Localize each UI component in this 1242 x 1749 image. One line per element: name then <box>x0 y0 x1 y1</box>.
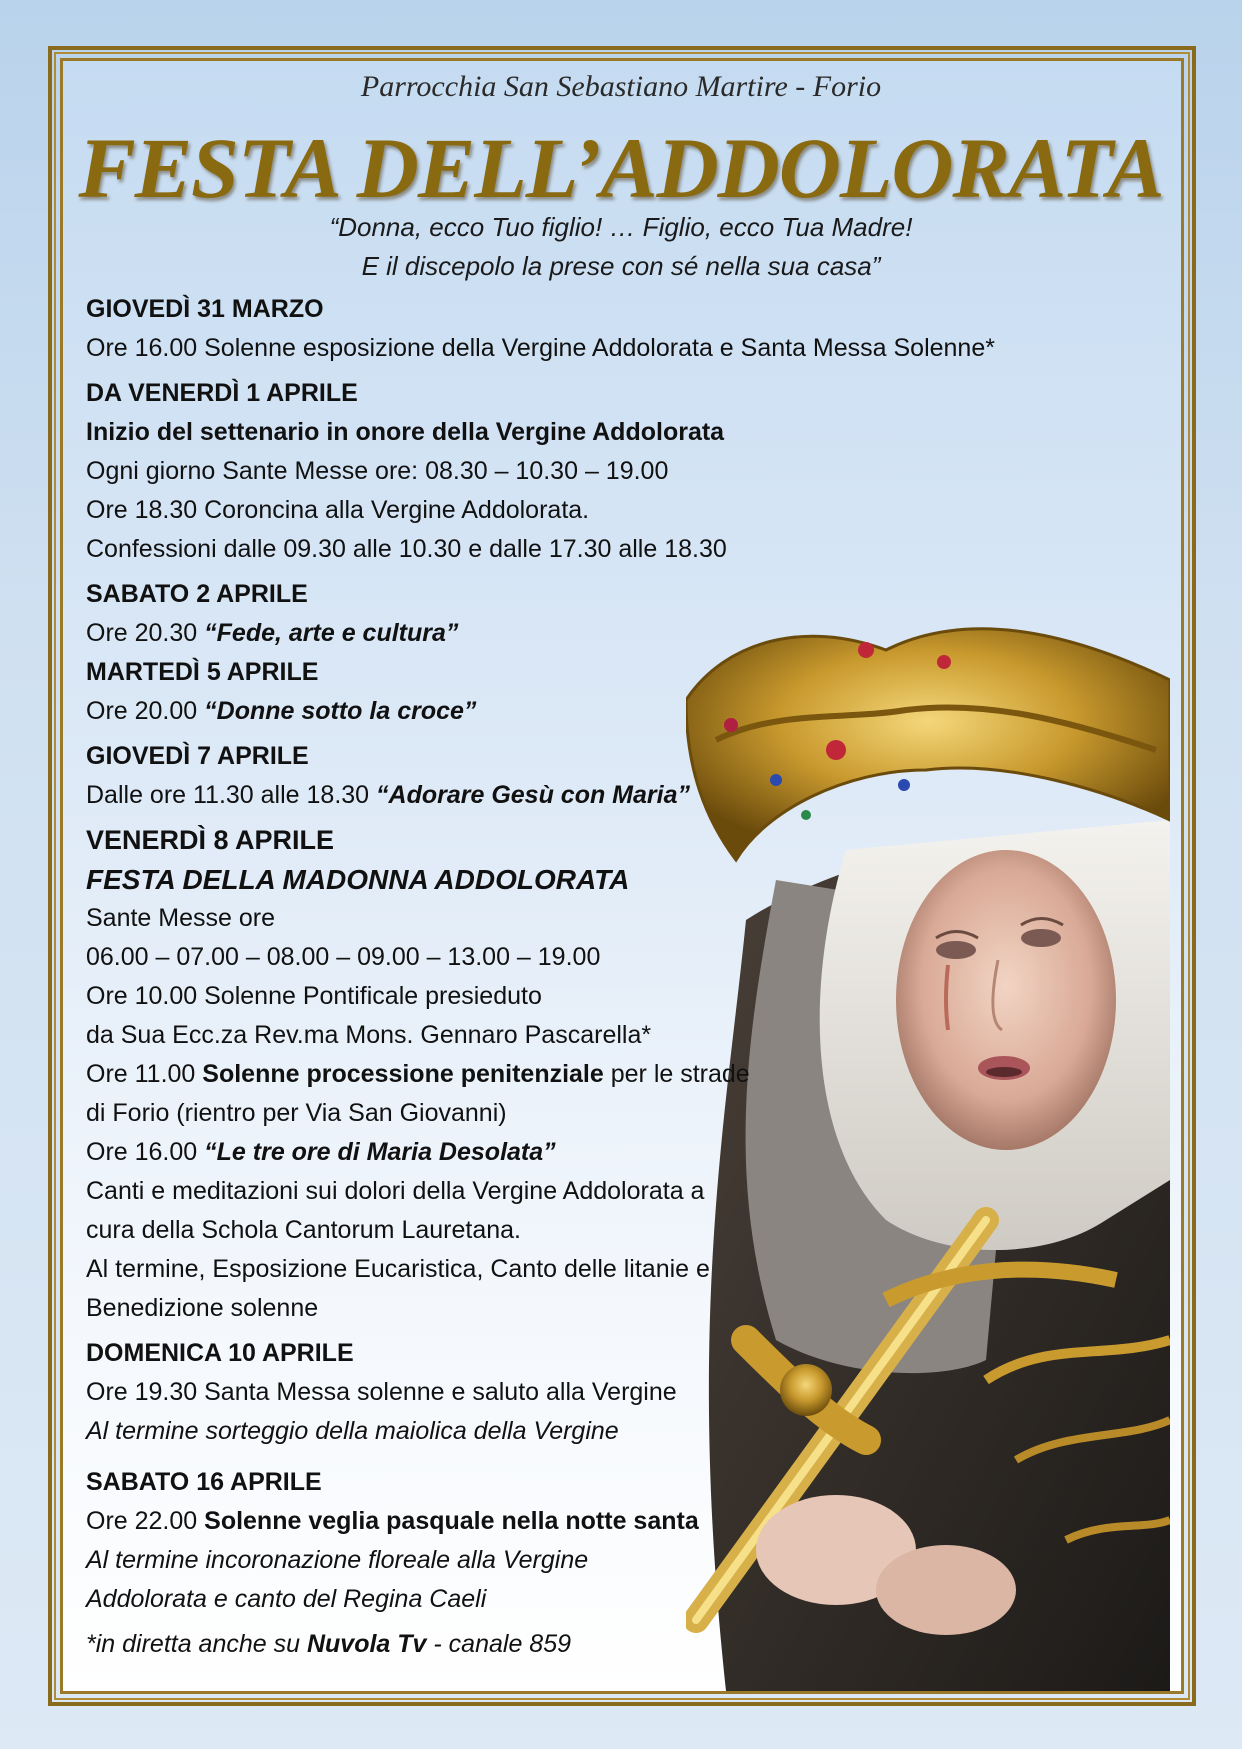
event-line: di Forio (rientro per Via San Giovanni) <box>86 1099 507 1127</box>
event-line <box>86 1133 1086 1172</box>
broadcast-note <box>86 1625 1086 1664</box>
event-time: Ore 16.00 <box>86 1138 205 1166</box>
event-note: Al termine sorteggio della maiolica della Vergine <box>86 1417 619 1445</box>
event-line: Ogni giorno Sante Messe ore: 08.30 – 10.30 – 19.00 <box>86 457 669 485</box>
event-line <box>86 1502 1086 1541</box>
event-title: Solenne processione penitenziale <box>202 1060 604 1088</box>
event-title: Solenne veglia pasquale nella notte santa <box>204 1507 699 1535</box>
event-line <box>86 614 1086 653</box>
event-line: cura della Schola Cantorum Lauretana. <box>86 1216 521 1244</box>
page-title: FESTA DELL’ADDOLORATA <box>78 120 1164 216</box>
event-time: Dalle ore 11.30 alle 18.30 <box>86 781 377 809</box>
event-line: 06.00 – 07.00 – 08.00 – 09.00 – 13.00 – 19.00 <box>86 943 601 971</box>
event-line: Sante Messe ore <box>86 904 275 932</box>
event-title: “Fede, arte e cultura” <box>204 619 459 647</box>
event-line: Canti e meditazioni sui dolori della Vergine Addolorata a <box>86 1177 705 1205</box>
event-time: Ore 11.00 <box>86 1060 203 1088</box>
event-title: “Le tre ore di Maria Desolata” <box>204 1138 556 1166</box>
event-detail: per le strade <box>603 1060 750 1088</box>
day-heading: SABATO 2 APRILE <box>86 580 308 608</box>
day-heading: MARTEDÌ 5 APRILE <box>86 658 319 686</box>
event-line: Al termine, Esposizione Eucaristica, Canto delle litanie e <box>86 1255 710 1283</box>
broadcast-prefix: *in diretta anche su <box>86 1630 307 1658</box>
day-heading: SABATO 16 APRILE <box>86 1468 322 1496</box>
feast-heading: FESTA DELLA MADONNA ADDOLORATA <box>86 864 630 895</box>
day-heading: DOMENICA 10 APRILE <box>86 1339 354 1367</box>
broadcast-suffix: - canale 859 <box>426 1630 572 1658</box>
event-line: Ore 16.00 Solenne esposizione della Vergine Addolorata e Santa Messa Solenne* <box>86 334 995 362</box>
event-line: Ore 10.00 Solenne Pontificale presieduto <box>86 982 542 1010</box>
event-time: Ore 20.30 <box>86 619 205 647</box>
event-note: Al termine incoronazione floreale alla Vergine <box>86 1546 589 1574</box>
event-line: Benedizione solenne <box>86 1294 319 1322</box>
event-line: da Sua Ecc.za Rev.ma Mons. Gennaro Pascarella* <box>86 1021 652 1049</box>
event-line: Ore 18.30 Coroncina alla Vergine Addolorata. <box>86 496 590 524</box>
parish-name: Parrocchia San Sebastiano Martire - Forio <box>360 70 882 103</box>
channel-name: Nuvola Tv <box>306 1630 427 1658</box>
day-heading: VENERDÌ 8 APRILE <box>86 825 335 855</box>
event-title: “Adorare Gesù con Maria” <box>376 781 690 809</box>
quote-line-1: “Donna, ecco Tuo figlio! … Figlio, ecco Tua Madre! <box>329 212 913 242</box>
gospel-quote <box>0 208 1242 286</box>
event-time: Ore 22.00 <box>86 1507 205 1535</box>
event-line <box>86 692 1086 731</box>
day-heading: DA VENERDÌ 1 APRILE <box>86 379 358 407</box>
event-note: Addolorata e canto del Regina Caeli <box>86 1585 487 1613</box>
settenario-heading: Inizio del settenario in onore della Vergine Addolorata <box>86 418 725 446</box>
event-line: Ore 19.30 Santa Messa solenne e saluto alla Vergine <box>86 1378 677 1406</box>
event-line: Confessioni dalle 09.30 alle 10.30 e dalle 17.30 alle 18.30 <box>86 535 727 563</box>
event-title: “Donne sotto la croce” <box>204 697 477 725</box>
day-heading: GIOVEDÌ 7 APRILE <box>86 742 309 770</box>
event-line <box>86 776 1086 815</box>
quote-line-2: E il discepolo la prese con sé nella sua casa” <box>361 251 881 281</box>
day-heading: GIOVEDÌ 31 MARZO <box>86 295 324 323</box>
event-line <box>86 1055 1086 1094</box>
event-time: Ore 20.00 <box>86 697 205 725</box>
schedule <box>86 290 1086 1664</box>
